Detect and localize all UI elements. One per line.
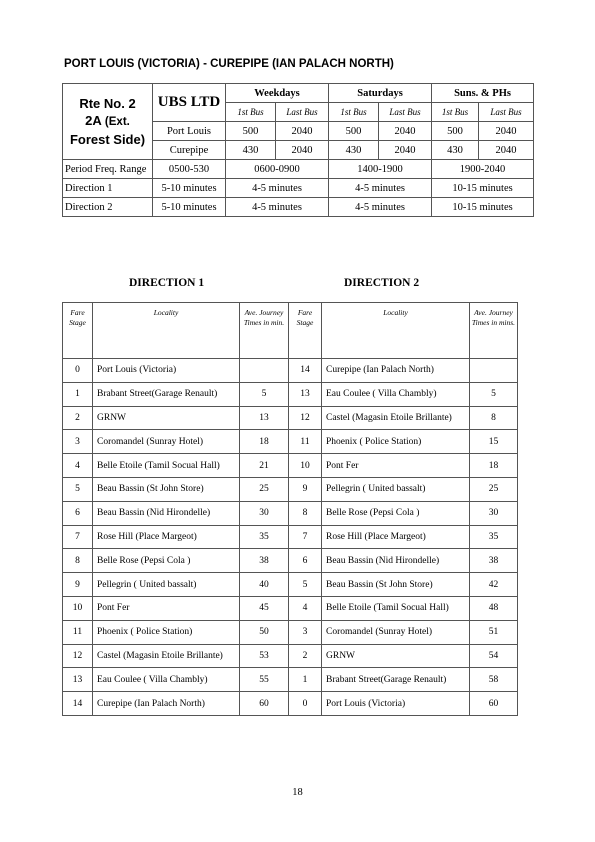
journey-time: 18 <box>470 454 518 478</box>
period-value: 0600-0900 <box>226 160 329 179</box>
fare-stage: 4 <box>63 454 93 478</box>
table-row <box>63 406 518 430</box>
locality: Eau Coulee ( Villa Chambly) <box>93 668 240 692</box>
page-number: 18 <box>292 787 303 798</box>
frequency: 10-15 minutes <box>432 198 534 217</box>
time: 2040 <box>276 122 329 141</box>
table-row <box>63 620 518 644</box>
table-row <box>63 596 518 620</box>
locality: Beau Bassin (St John Store) <box>93 477 240 501</box>
fare-stage: 11 <box>63 620 93 644</box>
fare-stage: 10 <box>289 454 322 478</box>
table-row <box>63 549 518 573</box>
fare-stage: 10 <box>63 596 93 620</box>
journey-time: 25 <box>470 477 518 501</box>
locality: Coromandel (Sunray Hotel) <box>322 620 470 644</box>
time: 430 <box>432 141 479 160</box>
locality: Curepipe (Ian Palach North) <box>93 692 240 716</box>
locality: GRNW <box>93 406 240 430</box>
direction-2-title: DIRECTION 2 <box>344 277 420 289</box>
frequency: 5-10 minutes <box>153 179 226 198</box>
fare-stage: 7 <box>63 525 93 549</box>
locality: Beau Bassin (Nid Hirondelle) <box>322 549 470 573</box>
table-row <box>63 644 518 668</box>
journey-time <box>470 359 518 383</box>
period-value: 0500-530 <box>153 160 226 179</box>
locality: Coromandel (Sunray Hotel) <box>93 430 240 454</box>
table-row <box>63 525 518 549</box>
locality: Castel (Magasin Etoile Brillante) <box>322 406 470 430</box>
table-row <box>63 692 518 716</box>
direction-row-1 <box>63 179 534 198</box>
journey-time: 50 <box>240 620 289 644</box>
fare-stage: 1 <box>63 382 93 406</box>
locality: Brabant Street(Garage Renault) <box>93 382 240 406</box>
locality: Curepipe (Ian Palach North) <box>322 359 470 383</box>
fare-stage: 7 <box>289 525 322 549</box>
locality-header: Locality <box>93 303 240 359</box>
table-row <box>63 501 518 525</box>
fare-stage: 13 <box>63 668 93 692</box>
locality: Port Louis (Victoria) <box>322 692 470 716</box>
table-row <box>63 430 518 454</box>
time: 500 <box>226 122 276 141</box>
journey-time: 35 <box>470 525 518 549</box>
origin: Curepipe <box>153 141 226 160</box>
locality: Belle Rose (Pepsi Cola ) <box>322 501 470 525</box>
locality-header: Locality <box>322 303 470 359</box>
time: 2040 <box>479 122 534 141</box>
locality: Brabant Street(Garage Renault) <box>322 668 470 692</box>
direction-label: Direction 1 <box>63 179 153 198</box>
frequency: 4-5 minutes <box>329 179 432 198</box>
direction-1-title: DIRECTION 1 <box>129 277 205 289</box>
time: 500 <box>432 122 479 141</box>
schedule-table <box>62 83 534 217</box>
locality: Phoenix ( Police Station) <box>322 430 470 454</box>
table-row <box>63 382 518 406</box>
fare-stage: 2 <box>289 644 322 668</box>
time: 500 <box>329 122 379 141</box>
journey-time: 30 <box>470 501 518 525</box>
direction-row-2 <box>63 198 534 217</box>
time: 2040 <box>276 141 329 160</box>
first-bus-label: 1st Bus <box>432 103 479 122</box>
route-number: Rte No. 2 <box>79 96 136 111</box>
fare-stage: 6 <box>289 549 322 573</box>
locality: Rose Hill (Place Margeot) <box>93 525 240 549</box>
route-title: PORT LOUIS (VICTORIA) - CUREPIPE (IAN PALACH NORTH) <box>64 58 394 70</box>
last-bus-label: Last Bus <box>276 103 329 122</box>
fare-stage: 5 <box>289 573 322 597</box>
locality: Belle Etoile (Tamil Socual Hall) <box>322 596 470 620</box>
table-row <box>63 573 518 597</box>
fare-stage-header: Fare Stage <box>63 303 93 359</box>
journey-time: 53 <box>240 644 289 668</box>
operator-name: UBS LTD <box>153 84 226 122</box>
journey-time: 38 <box>470 549 518 573</box>
table-row <box>63 477 518 501</box>
journey-time: 58 <box>470 668 518 692</box>
journey-time <box>240 359 289 383</box>
locality: Beau Bassin (St John Store) <box>322 573 470 597</box>
locality: Phoenix ( Police Station) <box>93 620 240 644</box>
locality: Port Louis (Victoria) <box>93 359 240 383</box>
frequency: 10-15 minutes <box>432 179 534 198</box>
locality: Beau Bassin (Nid Hirondelle) <box>93 501 240 525</box>
locality: Castel (Magasin Etoile Brillante) <box>93 644 240 668</box>
journey-time: 40 <box>240 573 289 597</box>
locality: Rose Hill (Place Margeot) <box>322 525 470 549</box>
direction-label: Direction 2 <box>63 198 153 217</box>
fare-stage: 4 <box>289 596 322 620</box>
locality: GRNW <box>322 644 470 668</box>
frequency: 4-5 minutes <box>226 198 329 217</box>
time: 2040 <box>479 141 534 160</box>
journey-time: 8 <box>470 406 518 430</box>
period-value: 1900-2040 <box>432 160 534 179</box>
group-weekdays: Weekdays <box>226 84 329 103</box>
journey-time: 15 <box>470 430 518 454</box>
table-row <box>63 668 518 692</box>
journey-time: 51 <box>470 620 518 644</box>
journey-time-header: Ave. Journey Times in min. <box>240 303 289 359</box>
journey-time: 45 <box>240 596 289 620</box>
table-row <box>63 359 518 383</box>
first-bus-label: 1st Bus <box>329 103 379 122</box>
fare-stage: 12 <box>63 644 93 668</box>
fare-stage: 3 <box>289 620 322 644</box>
journey-time: 54 <box>470 644 518 668</box>
locality: Belle Rose (Pepsi Cola ) <box>93 549 240 573</box>
fare-stage: 9 <box>289 477 322 501</box>
fare-stage: 5 <box>63 477 93 501</box>
locality: Pellegrin ( United bassalt) <box>322 477 470 501</box>
journey-time: 21 <box>240 454 289 478</box>
journey-time: 60 <box>240 692 289 716</box>
time: 430 <box>329 141 379 160</box>
time: 430 <box>226 141 276 160</box>
locality: Belle Etoile (Tamil Socual Hall) <box>93 454 240 478</box>
first-bus-label: 1st Bus <box>226 103 276 122</box>
period-row <box>63 160 534 179</box>
fare-stage: 3 <box>63 430 93 454</box>
fare-stage: 13 <box>289 382 322 406</box>
fare-stage: 12 <box>289 406 322 430</box>
fare-stage: 8 <box>63 549 93 573</box>
period-value: 1400-1900 <box>329 160 432 179</box>
stops-table <box>62 302 518 716</box>
last-bus-label: Last Bus <box>379 103 432 122</box>
last-bus-label: Last Bus <box>479 103 534 122</box>
fare-stage: 2 <box>63 406 93 430</box>
journey-time: 35 <box>240 525 289 549</box>
journey-time: 48 <box>470 596 518 620</box>
journey-time: 18 <box>240 430 289 454</box>
locality: Eau Coulee ( Villa Chambly) <box>322 382 470 406</box>
route-number-cell <box>63 84 153 160</box>
frequency: 4-5 minutes <box>226 179 329 198</box>
fare-stage: 11 <box>289 430 322 454</box>
journey-time: 55 <box>240 668 289 692</box>
locality: Pellegrin ( United bassalt) <box>93 573 240 597</box>
fare-stage: 0 <box>289 692 322 716</box>
origin: Port Louis <box>153 122 226 141</box>
fare-stage: 8 <box>289 501 322 525</box>
period-label: Period Freq. Range <box>63 160 153 179</box>
journey-time: 25 <box>240 477 289 501</box>
group-saturdays: Saturdays <box>329 84 432 103</box>
locality: Pont Fer <box>322 454 470 478</box>
fare-stage: 14 <box>63 692 93 716</box>
fare-stage: 0 <box>63 359 93 383</box>
fare-stage: 9 <box>63 573 93 597</box>
time: 2040 <box>379 141 432 160</box>
journey-time-header: Ave. Journey Times in mins. <box>470 303 518 359</box>
journey-time: 5 <box>240 382 289 406</box>
table-row <box>63 454 518 478</box>
fare-stage: 1 <box>289 668 322 692</box>
route-variant: 2A (Ext. <box>85 113 130 128</box>
frequency: 4-5 minutes <box>329 198 432 217</box>
locality: Pont Fer <box>93 596 240 620</box>
journey-time: 42 <box>470 573 518 597</box>
journey-time: 30 <box>240 501 289 525</box>
journey-time: 13 <box>240 406 289 430</box>
route-extension: Forest Side) <box>69 132 146 147</box>
fare-stage: 6 <box>63 501 93 525</box>
frequency: 5-10 minutes <box>153 198 226 217</box>
group-sundays: Suns. & PHs <box>432 84 534 103</box>
time: 2040 <box>379 122 432 141</box>
journey-time: 60 <box>470 692 518 716</box>
fare-stage: 14 <box>289 359 322 383</box>
journey-time: 5 <box>470 382 518 406</box>
journey-time: 38 <box>240 549 289 573</box>
fare-stage-header: Fare Stage <box>289 303 322 359</box>
